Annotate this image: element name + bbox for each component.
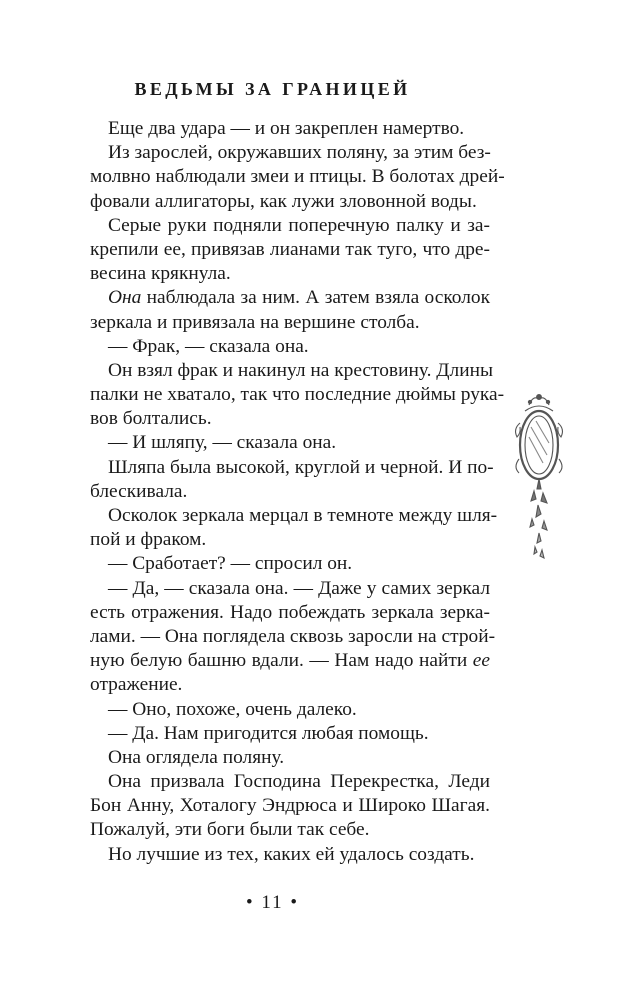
text-line xyxy=(90,431,490,455)
line-text: Осколок зеркала мерцал в темноте между шля- xyxy=(108,505,498,526)
text-line xyxy=(90,649,490,673)
text-line xyxy=(90,601,490,625)
line-text: — Сработает? — спросил он. xyxy=(108,553,353,575)
line-text: палки не хватало, так что последние дюймы рука- xyxy=(90,384,505,406)
text-line xyxy=(90,407,490,431)
hand-mirror-ornament-icon xyxy=(503,393,575,563)
text-line xyxy=(90,214,490,238)
line-text: Но лучшие из тех, каких ей удалось создать. xyxy=(108,843,475,865)
line-text: Она оглядела поляну. xyxy=(108,746,285,768)
text-line xyxy=(90,311,490,335)
text-line xyxy=(90,673,490,697)
line-text: ную белую башню вдали. — Нам надо найти xyxy=(90,650,473,672)
line-text: Еще два удара — и он закреплен намертво. xyxy=(108,118,465,139)
line-text: Серые руки подняли поперечную палку и за- xyxy=(108,214,490,236)
line-text: — Да, — сказала она. — Даже у самих зеркал xyxy=(108,577,490,599)
line-text: Пожалуй, эти боги были так себе. xyxy=(90,819,370,841)
text-line xyxy=(90,843,490,867)
text-line xyxy=(90,552,490,576)
text-line xyxy=(90,190,490,214)
line-text: есть отражения. Надо побеждать зеркала зерка- xyxy=(90,601,490,623)
text-line xyxy=(90,625,496,649)
text-line xyxy=(90,262,490,286)
line-text: — И шляпу, — сказала она. xyxy=(108,432,337,454)
body-text xyxy=(90,117,505,867)
line-text: зеркала и привязала на вершине столба. xyxy=(90,311,420,333)
line-text: Она призвала Господина Перекрестка, Леди xyxy=(108,771,490,793)
italic-word: ее xyxy=(472,650,490,672)
line-text: — Фрак, — сказала она. xyxy=(108,335,309,357)
text-line xyxy=(90,359,493,383)
text-line xyxy=(90,818,490,842)
line-text: пой и фраком. xyxy=(90,529,207,551)
text-line xyxy=(90,480,490,504)
line-text: блескивала. xyxy=(90,480,188,502)
text-line xyxy=(90,286,490,310)
line-text: молвно наблюдали змеи и птицы. В болотах дрей- xyxy=(90,166,505,188)
line-text: крепили ее, привязав лианами так туго, что дре- xyxy=(90,238,490,260)
text-line xyxy=(90,504,498,528)
text-line xyxy=(90,165,505,189)
text-line xyxy=(90,456,494,480)
text-line xyxy=(90,770,490,794)
line-text: вов болтались. xyxy=(90,408,212,430)
running-title: ВЕДЬМЫ ЗА ГРАНИЦЕЙ xyxy=(134,79,411,99)
text-line xyxy=(90,117,490,141)
line-text: — Да. Нам пригодится любая помощь. xyxy=(108,722,429,744)
line-text: Бон Анну, Хоталогу Эндрюса и Широко Шагая. xyxy=(90,795,490,817)
text-line xyxy=(90,577,490,601)
line-text: Шляпа была высокой, круглой и черной. И по- xyxy=(108,456,494,478)
text-line xyxy=(90,746,490,770)
page-number: • 11 • xyxy=(245,892,300,913)
text-line xyxy=(90,238,490,262)
text-line xyxy=(90,528,490,552)
line-text: наблюдала за ним. А затем взяла осколок xyxy=(141,287,490,309)
line-text: лами. — Она поглядела сквозь заросли на строй- xyxy=(90,625,496,647)
line-text: — Оно, похоже, очень далеко. xyxy=(108,698,357,720)
text-line xyxy=(90,383,505,407)
line-text: Он взял фрак и накинул на крестовину. Длины xyxy=(108,359,493,381)
text-line xyxy=(90,141,490,165)
text-line xyxy=(90,794,490,818)
text-line xyxy=(90,335,490,359)
line-text: отражение. xyxy=(90,674,183,696)
text-line xyxy=(90,722,490,746)
line-text: Из зарослей, окружавших поляну, за этим без- xyxy=(108,142,491,164)
italic-word: Она xyxy=(108,287,142,309)
line-text: весина крякнула. xyxy=(90,263,231,285)
line-text: фовали аллигаторы, как лужи зловонной воды. xyxy=(90,190,477,212)
text-line xyxy=(90,698,490,722)
